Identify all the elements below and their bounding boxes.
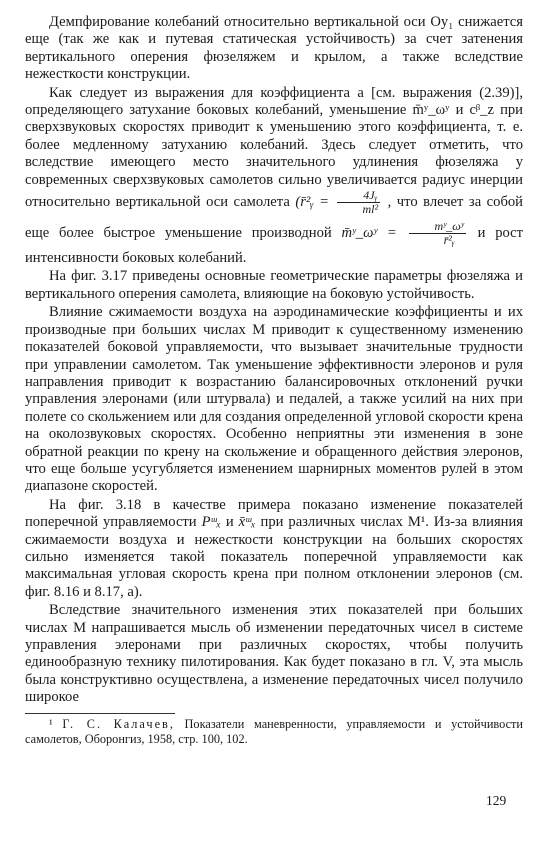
formula-2-numerator: mʸ_ωʸ (409, 220, 466, 234)
page-number: 129 (486, 793, 507, 808)
paragraph-4: Влияние сжимаемости воздуха на аэродинамические коэффициенты и их производные при больших числах M приводит к существенному изменению показателей боковой управляемости, что вызывает значительные трудности при управлении самолетом. Так уменьшение эффективности элеронов и руля направления приводит к возрастанию балансировочных отклонений ручки управления элеронами (или штурвала) и педалей, а также усилий на них при полете со скольжением или для создания определенной угловой скорости крена на околозвуковых скоростях. Особенно неприятны эти изменения в зоне обратной реакции по крену на скольжение и обращенного действия элеронов, что еще больше усугубляется изменением шарнирных моментов рулей в этом диапазоне скоростей. (25, 304, 523, 495)
formula-2-lhs: m̄ʸ_ωʸ = (341, 225, 397, 242)
formula-1-numerator: 4Jᵧ (337, 189, 381, 203)
footnote-marker: ¹ (49, 716, 53, 731)
footnote-divider (25, 713, 175, 714)
paragraph-5-and: и (225, 514, 234, 531)
footnote-text: Показатели маневренности, управляемости и устойчивости самолетов, Оборонгиз, 1958, стр. 100, 102. (25, 716, 523, 746)
formula-2-denominator: r̄²ᵧ (443, 233, 455, 248)
paragraph-5-text-b: при различных числах M¹. Из-за влияния сжимаемости воздуха и нежесткости конструкции на больших скоростях сильно изменяется такой показатель поперечной управляемости как максимальная угловая скорость крена при полном отклонении элеронов (см. фиг. 8.16 и 8.17, a). (25, 514, 523, 600)
paragraph-5-text-a: На фиг. 3.18 в качестве примера показано изменение показателей поперечной управляемости (25, 496, 523, 531)
paragraph-5 (25, 497, 523, 601)
formula-1-denominator: ml² (362, 202, 379, 217)
footnote (25, 717, 523, 747)
paragraph-2-text-d: и рост интенсивности боковых колебаний. (25, 225, 524, 267)
formula-1-fraction (337, 189, 381, 216)
symbol-roll-control-index-x: x̄ᵚₓ (238, 514, 256, 531)
formula-derivative (341, 219, 478, 248)
footnote-author: Г. С. Калачев, (62, 716, 175, 731)
paragraph-3: На фиг. 3.17 приведены основные геометрические параметры фюзеляжа и вертикального оперения самолета, влияющие на боковую устойчивость. (25, 268, 523, 302)
paragraph-6: Вследствие значительного изменения этих показателей при больших числах M напрашивается мысль об изменении передаточных чисел в системе управления элеронами при различных скоростях, чтобы получить единообразную технику пилотирования. Как будет показано в гл. V, эта мысль была конструктивно осуществлена, а изменение передаточных чисел получило широкое (25, 602, 523, 706)
formula-radius-of-inertia (295, 188, 387, 217)
paragraph-2-text-b: , что влечет за собой еще более быстрое (25, 193, 523, 242)
formula-1-lhs: (r̄²ᵧ = (295, 193, 329, 210)
paragraph-2-text-c: уменьшение производной (164, 225, 332, 242)
paragraph-2 (25, 85, 523, 268)
symbol-roll-control-index-p: Pᵚₓ (201, 514, 221, 531)
paragraph-2-formula-line (164, 219, 478, 248)
paragraph-1: Демпфирование колебаний относительно вертикальной оси Oy₁ снижается еще (так же как и путевая статическая устойчивость) за счет затенения вертикального оперения фюзеляжем и крылом, а также вследствие нежесткости конструкции. (25, 14, 523, 83)
paragraph-2-text-a: Как следует из выражения для коэффициента a [см. выражения (2.39)], определяющего затухание боковых колебаний, уменьшение m̄ʸ_ωʸ и cᵝ_z при сверхзвуковых скоростях приводит к уменьшению этого коэффициента, т. е. более медленному затуханию колебаний. Здесь следует отметить, что вследствие имеющего место значительного удлинения фюзеляжа у современных сверхзвуковых самолетов сильно увеличивается радиус инерции относительно вертикальной оси самолета (25, 84, 523, 210)
formula-2-fraction (409, 220, 466, 247)
page-body (25, 14, 523, 747)
